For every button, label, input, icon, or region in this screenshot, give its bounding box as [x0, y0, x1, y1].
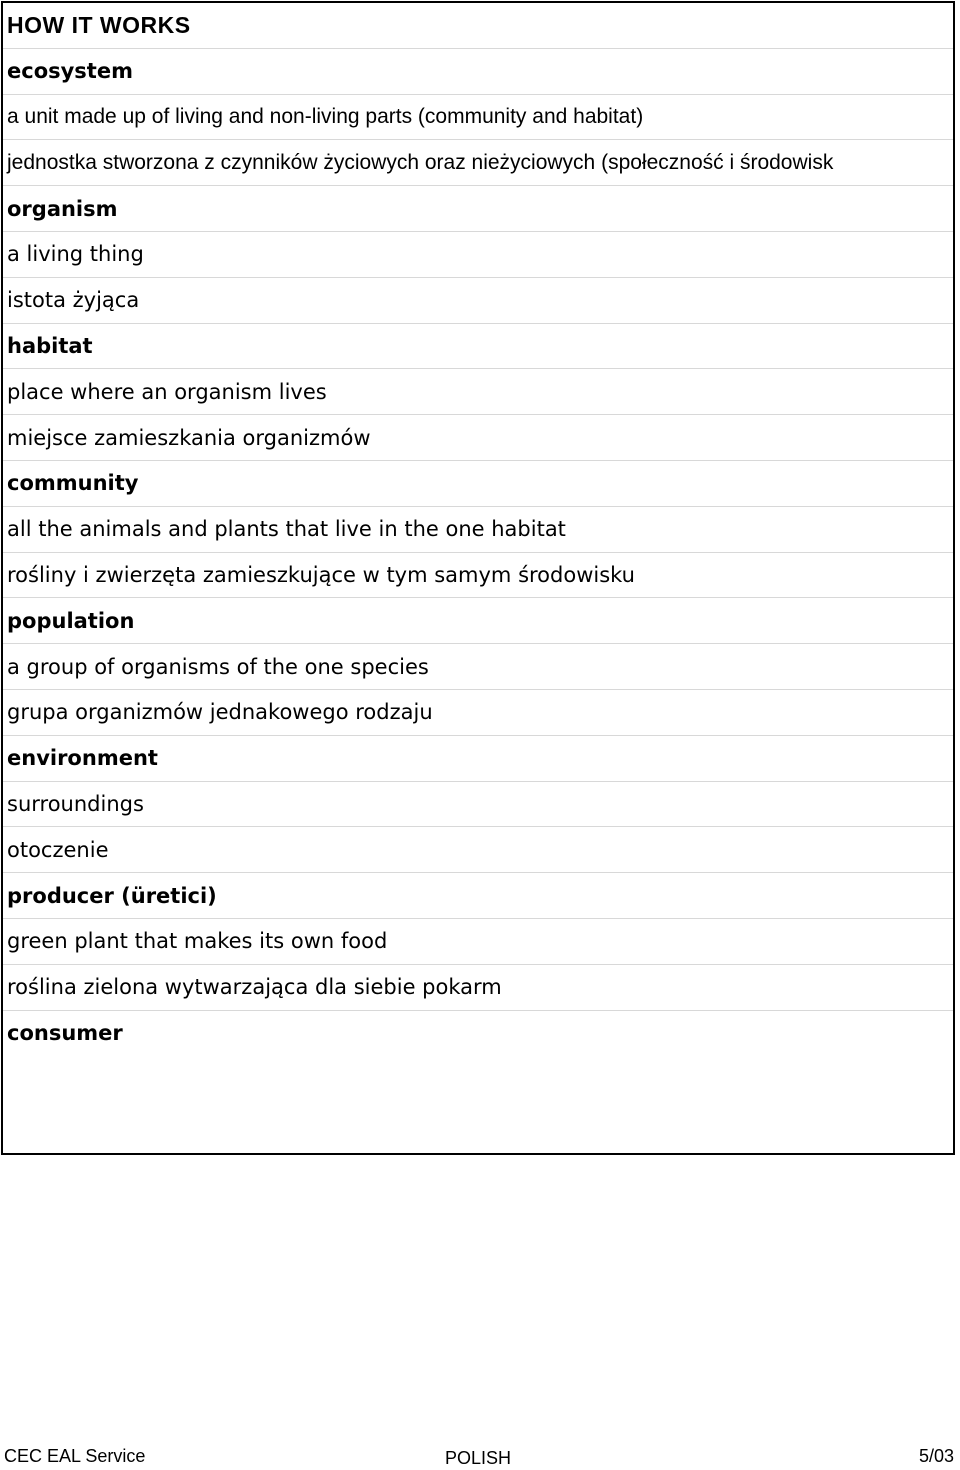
footer-language: POLISH: [445, 1448, 512, 1468]
polish-translation-row: [3, 965, 953, 1011]
page-footer: [4, 1446, 954, 1470]
english-definition-row: [3, 919, 953, 965]
english-definition-population: a group of organisms of the one species: [7, 654, 429, 679]
footer-page-code: 5/03: [918, 1446, 954, 1466]
english-definition-row: [3, 95, 953, 141]
term-row: [3, 873, 953, 919]
english-definition-organism: a living thing: [7, 242, 144, 267]
glossary-box: [1, 1, 955, 1155]
polish-translation-community: rośliny i zwierzęta zamieszkujące w tym samym środowisku: [7, 562, 635, 587]
footer-service-name: CEC EAL Service: [4, 1446, 146, 1466]
term-row: [3, 1011, 953, 1057]
title-row: [3, 3, 953, 49]
term-row: [3, 49, 953, 95]
polish-translation-population: grupa organizmów jednakowego rodzaju: [7, 700, 433, 725]
polish-translation-row: [3, 278, 953, 324]
english-definition-row: [3, 232, 953, 278]
polish-translation-organism: istota żyjąca: [7, 288, 140, 313]
polish-translation-environment: otoczenie: [7, 837, 109, 862]
term-habitat: habitat: [7, 333, 93, 358]
term-row: [3, 461, 953, 507]
english-definition-row: [3, 644, 953, 690]
polish-translation-producer: roślina zielona wytwarzająca dla siebie pokarm: [7, 975, 502, 1000]
term-organism: organism: [7, 196, 118, 221]
english-definition-environment: surroundings: [7, 791, 144, 816]
polish-translation-row: [3, 415, 953, 461]
term-row: [3, 324, 953, 370]
term-row: [3, 598, 953, 644]
polish-translation-ecosystem: jednostka stworzona z czynników życiowych oraz nieżyciowych (społeczność i środowisk: [7, 150, 834, 174]
english-definition-row: [3, 507, 953, 553]
term-row: [3, 186, 953, 232]
term-row: [3, 736, 953, 782]
term-community: community: [7, 471, 139, 496]
term-ecosystem: ecosystem: [7, 59, 133, 84]
english-definition-row: [3, 782, 953, 828]
english-definition-community: all the animals and plants that live in the one habitat: [7, 517, 566, 542]
english-definition-producer: green plant that makes its own food: [7, 929, 388, 954]
polish-translation-habitat: miejsce zamieszkania organizmów: [7, 425, 371, 450]
polish-translation-row: [3, 827, 953, 873]
term-consumer: consumer: [7, 1021, 123, 1046]
polish-translation-row: [3, 140, 953, 186]
page-title: HOW IT WORKS: [7, 11, 191, 38]
english-definition-ecosystem: a unit made up of living and non-living parts (community and habitat): [7, 104, 644, 128]
term-producer: producer (üretici): [7, 883, 217, 908]
english-definition-row: [3, 369, 953, 415]
polish-translation-row: [3, 553, 953, 599]
term-environment: environment: [7, 746, 158, 771]
term-population: population: [7, 608, 135, 633]
english-definition-habitat: place where an organism lives: [7, 379, 327, 404]
polish-translation-row: [3, 690, 953, 736]
